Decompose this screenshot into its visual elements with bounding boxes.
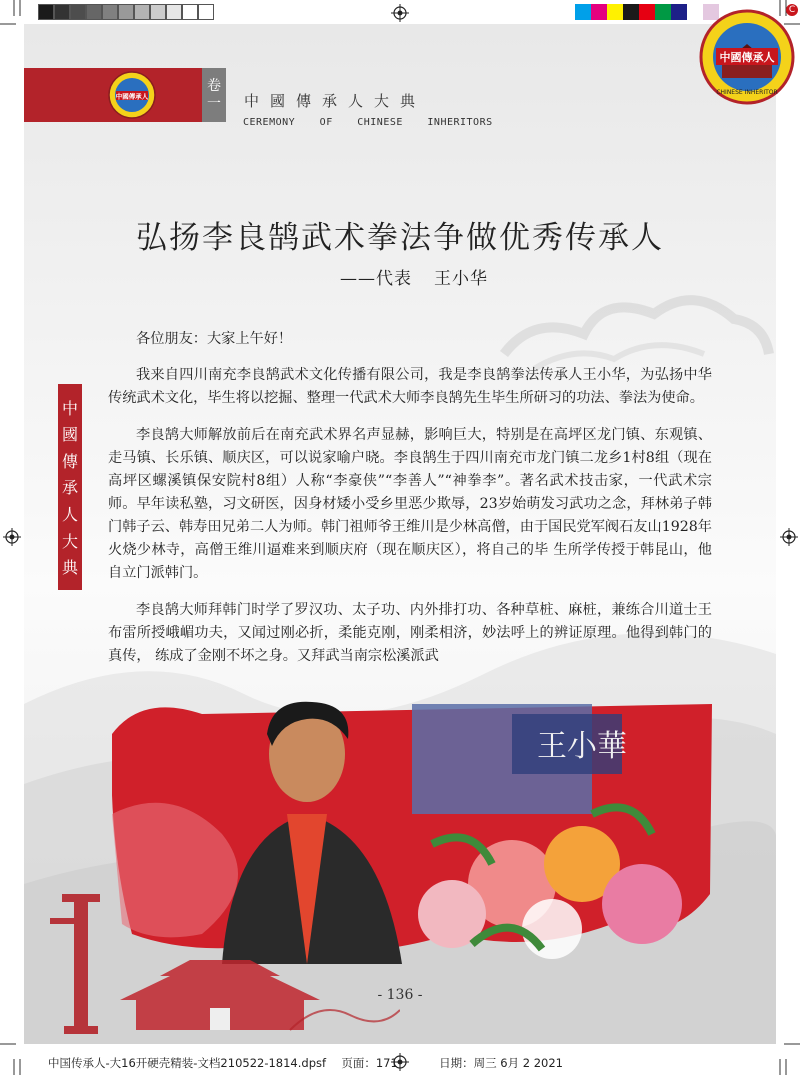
logo-english: CHINESE INHERITOR — [716, 89, 778, 96]
paragraph: 李良鹄大师解放前后在南充武术界名声显赫，影响巨大，特别是在高坪区龙门镇、东观镇、走马镇、长乐镇、顺庆区，可以说家喻户晓。李良鹄生于四川南充市龙门镇二龙乡1村8组（现在高坪区螺溪镇保安院村8组）人称“李豪侠”“李善人”“神拳李”。著名武术技击家，一代武术宗师。早年读私塾，习文研医，因身材矮小受乡里恶少欺辱，23岁始萌发习武功之念，拜林弟子韩门韩子云、韩寿田兄弟二人为师。韩门祖师爷王维川是少林高僧，由于国民党军阀石友山1928年火烧少林寺，高僧王维川逼难来到顺庆府（现在顺庆区），将自己的毕 生所学传授于韩昆山，他自立门派韩门。 — [108, 427, 712, 581]
article-title: 弘扬李良鹄武术拳法争做优秀传承人 — [136, 220, 664, 256]
subtitle-prefix: ——代表 — [340, 269, 412, 289]
side-tab-char: 承 — [61, 478, 78, 498]
paragraph: 我来自四川南充李良鹄武术文化传播有限公司，我是李良鹄拳法传承人王小华，为弘扬中华传统武术文化，毕生将以挖掘、整理一代武术大师李良鹄先生毕生所研习的功法、拳法为使命。 — [108, 367, 712, 406]
side-tab-char: 國 — [61, 425, 78, 445]
brand-logo-small — [106, 70, 158, 120]
logo-text-small: 中國傳承人 — [115, 92, 149, 101]
article-subtitle — [340, 264, 488, 289]
paragraph: 李良鹄大师拜韩门时学了罗汉功、太子功、内外排打功、各种草桩、麻桩，兼练合川道士王布雷所授峨嵋功夫，又闻过刚必折，柔能克刚，刚柔相济，妙法呼上的辨证原理。他得到韩门的真传， 练成了金刚不坏之身。又拜武当南宗松溪派武 — [108, 602, 712, 664]
article-body — [108, 328, 712, 682]
side-tab-char: 中 — [61, 398, 78, 418]
side-tab-char: 人 — [61, 505, 78, 525]
footer-page: 页面：171 — [341, 1056, 398, 1070]
photo-banner-text: 王小華 — [537, 729, 627, 764]
side-tab-char: 傳 — [61, 451, 78, 471]
volume-tag — [202, 68, 226, 122]
footer-date: 日期：周三 6月 2 2021 — [439, 1056, 563, 1070]
brand-logo-large — [698, 5, 796, 106]
footer-filename: 中国传承人-大16开硬壳精装-文档210522-1814.dpsf — [48, 1056, 327, 1070]
header-band — [24, 68, 202, 122]
print-footer — [48, 1055, 563, 1071]
series-title-en: CEREMONY OF CHINESE INHERITORS — [243, 117, 493, 128]
side-tab-char: 典 — [61, 558, 78, 578]
series-title-cn: 中國傳承人大典 — [244, 92, 427, 110]
logo-text: 中國傳承人 — [719, 51, 775, 64]
side-tab — [58, 384, 82, 590]
volume-number: 一 — [207, 96, 221, 112]
author-name: 王小华 — [434, 269, 488, 289]
palace-gate-ornament — [40, 880, 400, 1040]
page-number: - 136 - — [377, 987, 423, 1003]
greeting: 各位朋友：大家上午好！ — [136, 331, 293, 347]
volume-label: 卷 — [207, 78, 221, 94]
side-tab-char: 大 — [61, 531, 78, 551]
copyright-icon: C — [786, 4, 798, 16]
